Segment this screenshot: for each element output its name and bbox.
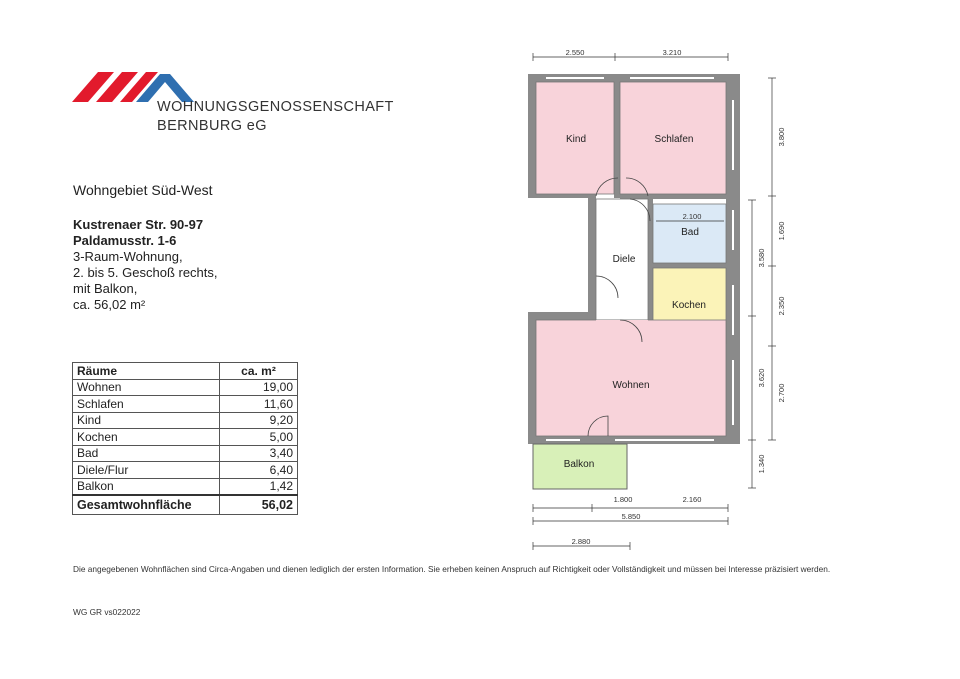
- dim-right-outer-4: 2.700: [777, 383, 786, 403]
- label-bad: Bad: [681, 227, 699, 238]
- dim-balkon-width: 2.880: [571, 537, 591, 546]
- room-area: 9,20: [220, 412, 298, 429]
- room-area: 11,60: [220, 396, 298, 413]
- area-title: Wohngebiet Süd-West: [73, 182, 213, 198]
- room-area: 3,40: [220, 445, 298, 462]
- room-name: Diele/Flur: [73, 462, 220, 479]
- room-area: 6,40: [220, 462, 298, 479]
- dim-right-outer-2: 1.690: [777, 221, 786, 241]
- total-value: 56,02: [220, 495, 298, 515]
- room-name: Balkon: [73, 478, 220, 495]
- label-kind: Kind: [565, 134, 587, 145]
- dim-right-inner-2: 3.620: [757, 368, 766, 388]
- street-2: Paldamusstr. 1-6: [73, 233, 177, 248]
- dim-right-inner-3: 1.340: [757, 454, 766, 474]
- room-area: 19,00: [220, 379, 298, 396]
- room-name: Wohnen: [73, 379, 220, 396]
- disclaimer: Die angegebenen Wohnflächen sind Circa-Angaben und dienen lediglich der ersten Information. Sie erheben keinen Anspruch auf Richtigkeit oder Vollständigkeit und müssen bei Interesse präzisiert werden.: [73, 564, 831, 574]
- room-name: Kochen: [73, 429, 220, 446]
- room-area: 5,00: [220, 429, 298, 446]
- label-balkon: Balkon: [563, 459, 595, 470]
- description-4: ca. 56,02 m²: [73, 297, 146, 312]
- dim-bottom-right: 2.160: [682, 495, 702, 504]
- header-room: Räume: [73, 363, 220, 380]
- label-kochen: Kochen: [672, 300, 706, 311]
- label-wohnen: Wohnen: [612, 380, 650, 391]
- description-3: mit Balkon,: [73, 281, 138, 296]
- total-label: Gesamtwohnfläche: [73, 495, 220, 515]
- label-diele: Diele: [612, 254, 636, 265]
- dim-top-right: 3.210: [662, 48, 682, 57]
- room-name: Schlafen: [73, 396, 220, 413]
- dim-right-inner-1: 3.580: [757, 248, 766, 268]
- room-name: Kind: [73, 412, 220, 429]
- header-area: ca. m²: [220, 363, 298, 380]
- dim-top-left: 2.550: [565, 48, 585, 57]
- dim-right-outer-3: 2.350: [777, 296, 786, 316]
- description-2: 2. bis 5. Geschoß rechts,: [73, 265, 218, 280]
- street-1: Kustrenaer Str. 90-97: [73, 217, 204, 232]
- company-name-line2: BERNBURG eG: [157, 118, 267, 134]
- room-wohnen-upper: [596, 320, 648, 349]
- dim-bottom-left: 1.800: [613, 495, 633, 504]
- room-name: Bad: [73, 445, 220, 462]
- dim-right-outer-1: 3.800: [777, 127, 786, 147]
- company-name-line1: WOHNUNGSGENOSSENSCHAFT: [157, 99, 394, 115]
- dim-total-width: 5.850: [621, 512, 641, 521]
- room-area: 1,42: [220, 478, 298, 495]
- description-1: 3-Raum-Wohnung,: [73, 249, 183, 264]
- dim-bad-width: 2.100: [682, 212, 702, 221]
- reference-code: WG GR vs022022: [73, 607, 141, 617]
- label-schlafen: Schlafen: [654, 134, 694, 145]
